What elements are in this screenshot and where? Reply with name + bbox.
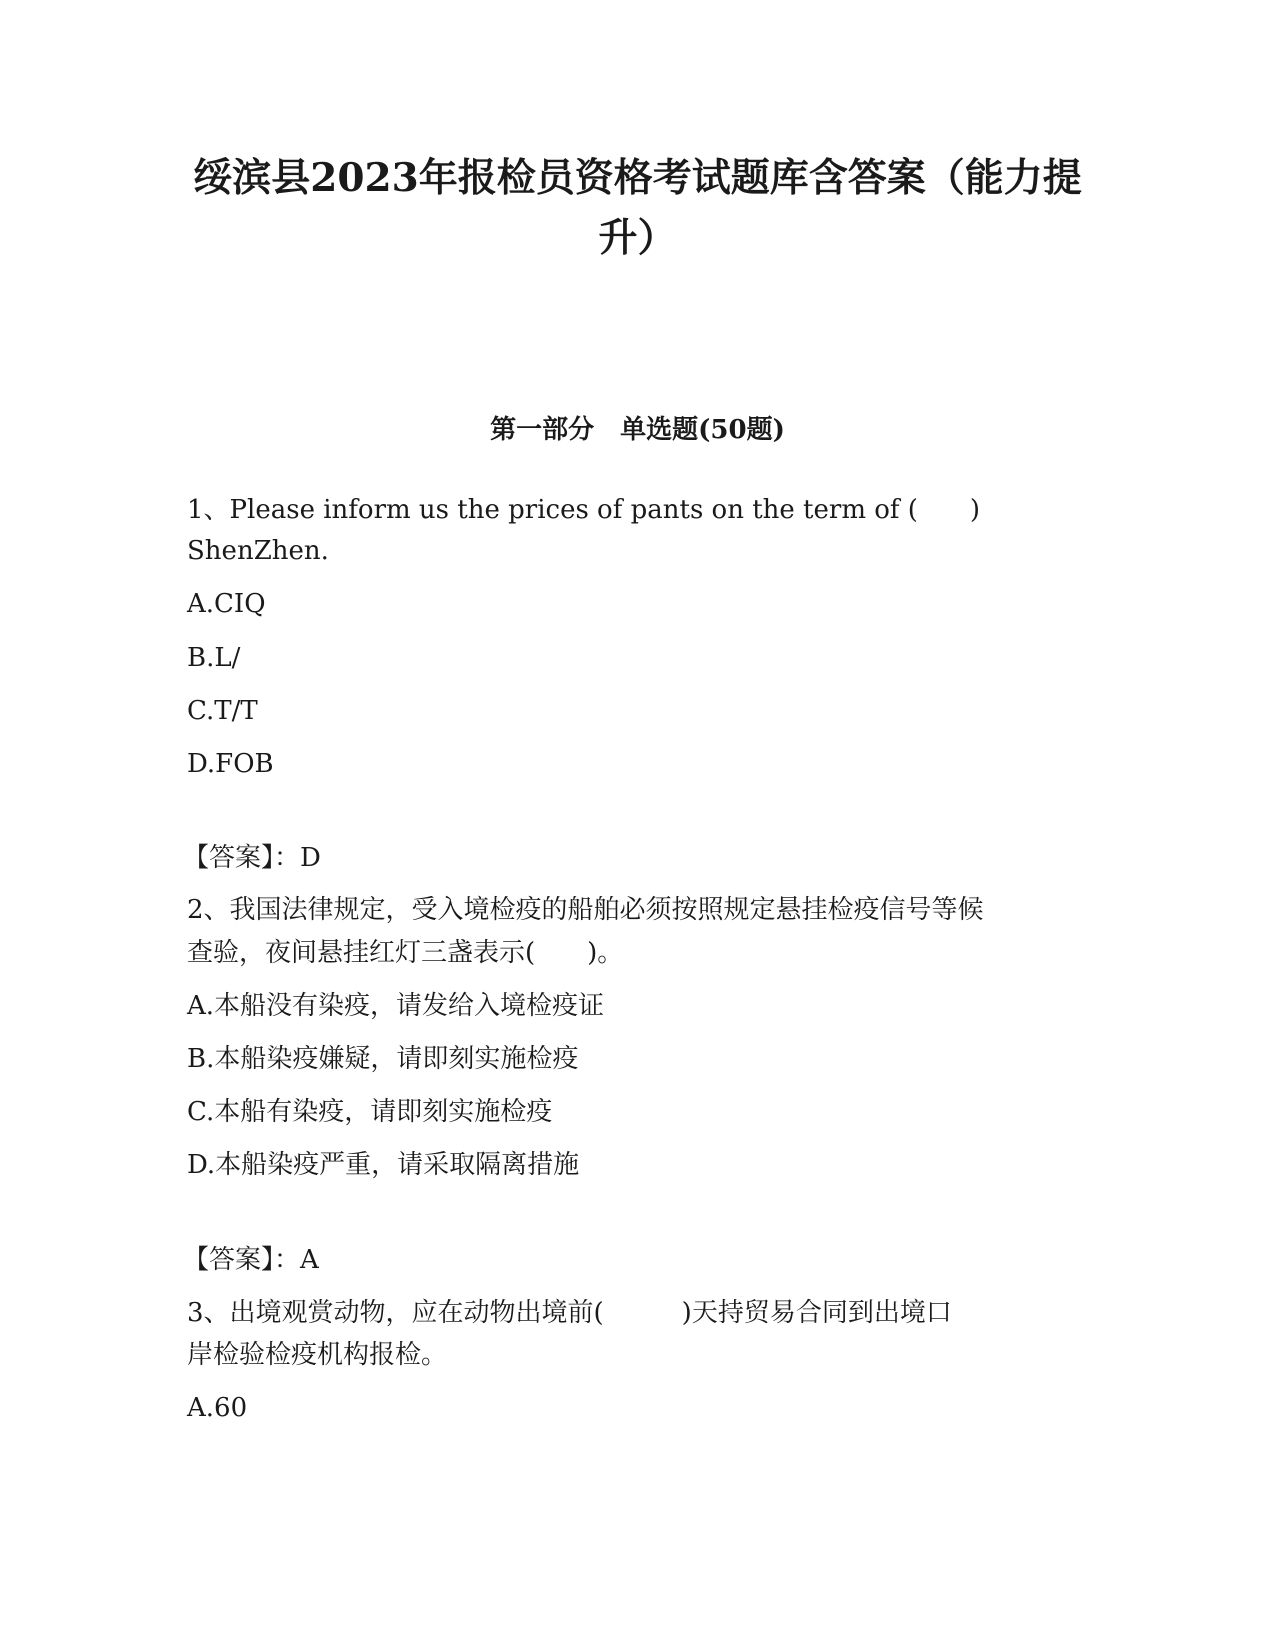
question-2-option-c: C.本船有染疫，请即刻实施检疫 <box>187 1097 553 1127</box>
question-2-option-d: D.本船染疫严重，请采取隔离措施 <box>187 1150 580 1180</box>
question-2-option-a: A.本船没有染疫，请发给入境检疫证 <box>187 991 605 1021</box>
question-1-option-c: C.T/T <box>187 696 258 726</box>
question-1-option-b: B.L/ <box>187 643 241 673</box>
question-1-answer: 【答案】：D <box>183 843 321 873</box>
section-heading: 第一部分 单选题(50题) <box>490 415 785 445</box>
question-1-option-d: D.FOB <box>187 749 274 779</box>
question-1-stem-line-2: ShenZhen. <box>187 536 329 566</box>
question-3-option-a: A.60 <box>187 1393 248 1423</box>
document-title: 绥滨县2023年报检员资格考试题库含答案（能力提升） <box>193 155 1082 261</box>
question-2-answer: 【答案】：A <box>183 1245 319 1275</box>
question-2-stem-line-1: 2、我国法律规定，受入境检疫的船舶必须按照规定悬挂检疫信号等候 <box>187 895 984 925</box>
question-3-stem-line-2: 岸检验检疫机构报检。 <box>187 1340 448 1370</box>
question-2-option-b: B.本船染疫嫌疑，请即刻实施检疫 <box>187 1044 579 1074</box>
question-1-stem-line-1: 1、Please inform us the prices of pants on the term of ( ) <box>187 495 981 525</box>
question-2-stem-line-2: 查验，夜间悬挂红灯三盏表示( )。 <box>187 938 624 968</box>
question-1-option-a: A.CIQ <box>187 589 266 619</box>
question-3-stem-line-1: 3、出境观赏动物，应在动物出境前( )天持贸易合同到出境口 <box>187 1298 952 1328</box>
